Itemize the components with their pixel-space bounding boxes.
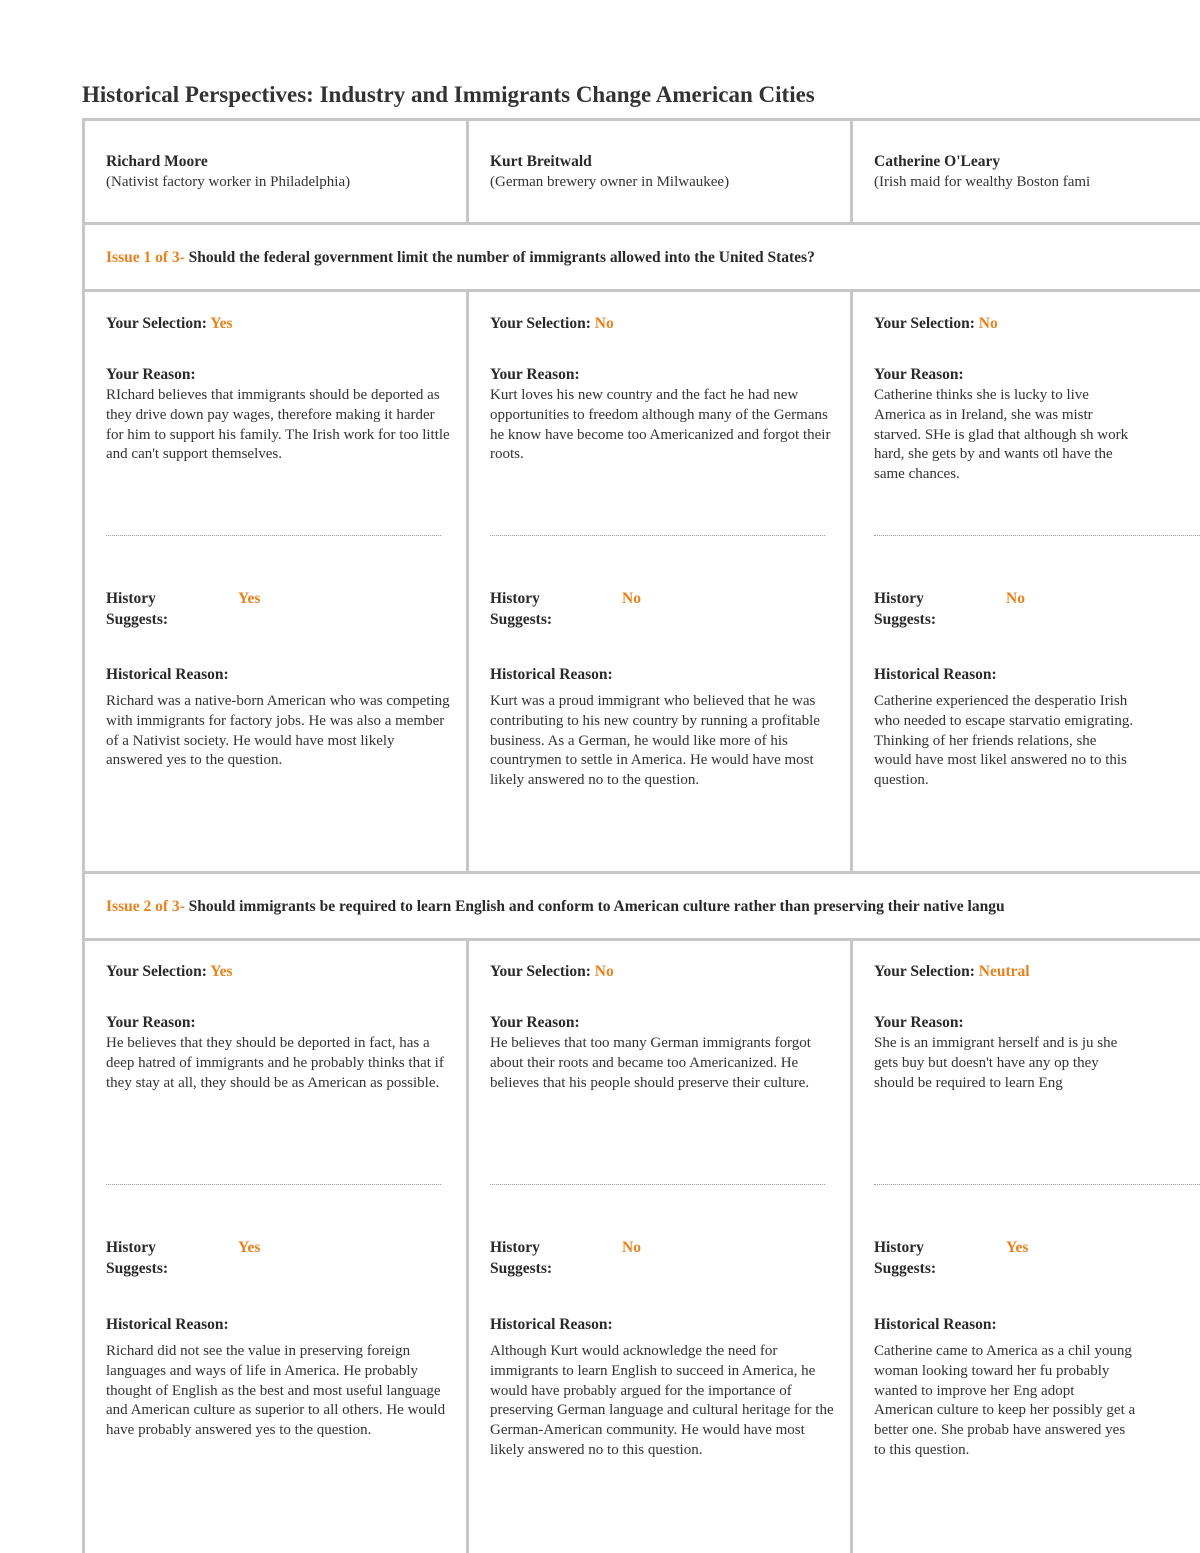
selection-label: Your Selection: Yes — [106, 315, 233, 332]
divider — [106, 535, 441, 536]
reason-label: Your Reason: — [874, 366, 964, 383]
historical-reason-label: Historical Reason: — [106, 1316, 229, 1333]
history-suggests: History Suggests: No — [490, 1239, 641, 1277]
answer-cell — [874, 963, 1136, 1093]
reason-label: Your Reason: — [106, 366, 196, 383]
history-value: No — [622, 590, 641, 607]
historical-reason-text: Kurt was a proud immigrant who believed that he was contributing to his new country by running a profitable business. As a German, he would like more of his countrymen to settle in America. He would have most likely answered no to the question. — [490, 693, 820, 789]
reason-text: RIchard believes that immigrants should be deported as they drive down pay wages, therefore making it harder for him to support his family. The Irish work for too little and can't support themselves. — [106, 387, 450, 463]
selection-value: Yes — [210, 963, 233, 980]
issue-heading — [106, 898, 1005, 916]
reason-label: Your Reason: — [106, 1014, 196, 1031]
issue-heading — [106, 249, 815, 267]
historical-reason-text: Catherine experienced the desperatio Irish who needed to escape starvatio emigrating. Thinking of her friends relations, she would have most likel answered no to this question. — [874, 693, 1134, 789]
history-suggests: History Suggests: No — [874, 590, 1025, 628]
historical-reason-text: Although Kurt would acknowledge the need for immigrants to learn English to succeed in America, he would have probably argued for the importance of preserving German language and cultural heritage for the German-American community. He would have most likely answered no to this question. — [490, 1343, 834, 1458]
historical-reason-label: Historical Reason: — [490, 1316, 613, 1333]
page-title: Historical Perspectives: Industry and Immigrants Change American Cities — [82, 82, 815, 107]
person-name: Richard Moore — [106, 153, 208, 170]
divider — [490, 535, 825, 536]
reason-text: He believes that too many German immigrants forgot about their roots and became too Americanized. He believes that his people should preserve their culture. — [490, 1035, 811, 1091]
divider — [874, 535, 1200, 536]
answer-cell — [106, 315, 451, 465]
answer-cell — [490, 963, 835, 1093]
reason-text: She is an immigrant herself and is ju she gets buy but doesn't have any op they should be required to learn Eng — [874, 1035, 1118, 1091]
history-value: Yes — [238, 1239, 261, 1256]
selection-value: No — [594, 963, 614, 980]
selection-value: Yes — [210, 315, 233, 332]
person-role: (German brewery owner in Milwaukee) — [490, 174, 730, 190]
answer-cell — [874, 315, 1136, 485]
person-header — [490, 153, 840, 191]
history-value: Yes — [1006, 1239, 1029, 1256]
divider — [106, 1184, 441, 1185]
person-role: (Irish maid for wealthy Boston fami — [874, 174, 1091, 190]
selection-label: Your Selection: No — [874, 315, 998, 332]
divider — [490, 1184, 825, 1185]
historical-reason-label: Historical Reason: — [490, 666, 613, 683]
person-header — [106, 153, 456, 191]
reason-label: Your Reason: — [874, 1014, 964, 1031]
issue-number: Issue 1 of 3- — [106, 249, 185, 266]
history-value: No — [1006, 590, 1025, 607]
reason-text: Catherine thinks she is lucky to live America as in Ireland, she was mistr starved. SHe is glad that although sh work hard, she gets by and wants otl have the same chances. — [874, 387, 1129, 483]
selection-label: Your Selection: No — [490, 315, 614, 332]
reason-text: He believes that they should be deported in fact, has a deep hatred of immigrants and he probably thinks that if they stay at all, they should be as American as possible. — [106, 1035, 444, 1091]
divider — [874, 1184, 1200, 1185]
history-suggests: History Suggests: Yes — [874, 1239, 1029, 1277]
comparison-table — [82, 118, 1200, 1553]
historical-reason — [106, 1316, 451, 1441]
historical-reason — [106, 666, 451, 771]
selection-value: No — [594, 315, 614, 332]
historical-reason — [874, 1316, 1136, 1461]
historical-reason-text: Richard was a native-born American who was competing with immigrants for factory jobs. He was also a member of a Nativist society. He would have most likely answered yes to the question. — [106, 693, 450, 769]
historical-reason-label: Historical Reason: — [874, 666, 997, 683]
selection-label: Your Selection: Yes — [106, 963, 233, 980]
historical-reason — [490, 1316, 835, 1461]
selection-label: Your Selection: No — [490, 963, 614, 980]
answer-cell — [490, 315, 835, 465]
historical-reason-label: Historical Reason: — [874, 1316, 997, 1333]
historical-reason — [874, 666, 1136, 791]
answer-cell — [106, 963, 451, 1093]
history-value: Yes — [238, 590, 261, 607]
selection-label: Your Selection: Neutral — [874, 963, 1030, 980]
reason-label: Your Reason: — [490, 1014, 580, 1031]
person-name: Kurt Breitwald — [490, 153, 592, 170]
reason-label: Your Reason: — [490, 366, 580, 383]
historical-reason — [490, 666, 835, 791]
issue-question: Should immigrants be required to learn English and conform to American culture rather than preserving their native langu — [184, 898, 1005, 915]
historical-reason-text: Catherine came to America as a chil young woman looking toward her fu probably wanted to improve her Eng adopt American culture to keep her possibly get a better one. She probab have answered yes to this question. — [874, 1343, 1136, 1458]
issue-question: Should the federal government limit the number of immigrants allowed into the United States? — [184, 249, 815, 266]
reason-text: Kurt loves his new country and the fact he had new opportunities to freedom although many of the Germans he know have become too Americanized and forgot their roots. — [490, 387, 831, 463]
history-suggests: History Suggests: Yes — [106, 590, 261, 628]
history-suggests: History Suggests: Yes — [106, 1239, 261, 1277]
historical-reason-label: Historical Reason: — [106, 666, 229, 683]
person-header — [874, 153, 1200, 191]
selection-value: Neutral — [978, 963, 1030, 980]
person-role: (Nativist factory worker in Philadelphia) — [106, 174, 351, 190]
history-suggests: History Suggests: No — [490, 590, 641, 628]
person-name: Catherine O'Leary — [874, 153, 1001, 170]
history-value: No — [622, 1239, 641, 1256]
selection-value: No — [978, 315, 998, 332]
issue-number: Issue 2 of 3- — [106, 898, 185, 915]
historical-reason-text: Richard did not see the value in preserving foreign languages and ways of life in America. He probably thought of English as the best and most useful language and American culture as superior to all others. He would have probably answered yes to the question. — [106, 1343, 446, 1439]
